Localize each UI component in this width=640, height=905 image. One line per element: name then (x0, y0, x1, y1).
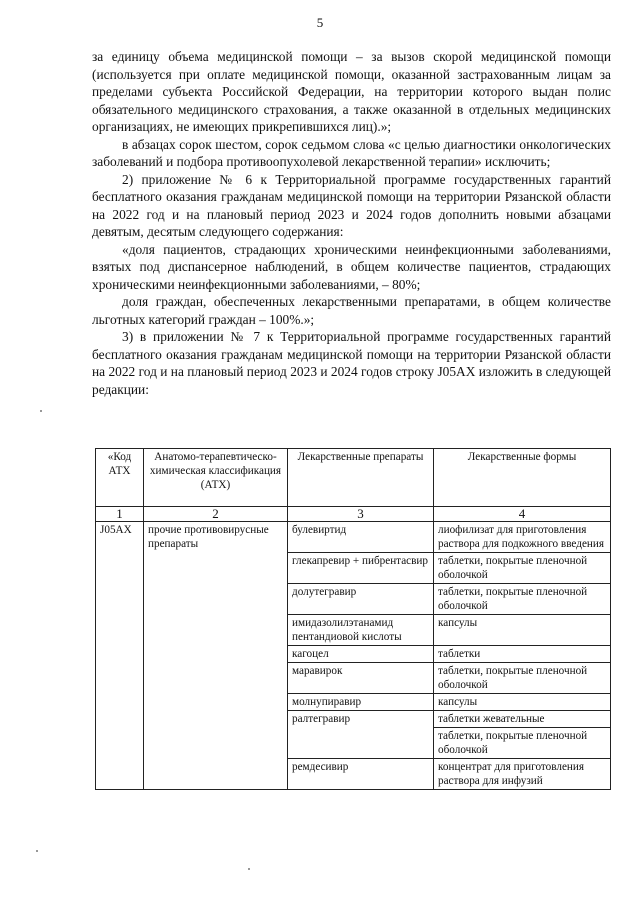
header-forms: Лекарственные формы (434, 449, 611, 507)
form-cell: лиофилизат для приготовления раствора для подкожного введения (434, 522, 611, 553)
column-number: 1 (96, 507, 144, 522)
header-code: «Код АТХ (96, 449, 144, 507)
header-classification: Анатомо-терапевтическо-химическая классификация (АТХ) (144, 449, 288, 507)
paragraph-3: 2) приложение № 6 к Территориальной программе государственных гарантий бесплатного оказания гражданам медицинской помощи на территории Рязанской области на 2022 год и на плановый период 2023 и 2024 годов дополнить новыми абзацами девятым, десятым следующего содержания: (92, 171, 611, 239)
paragraph-2: в абзацах сорок шестом, сорок седьмом слова «с целью диагностики онкологических заболеваний и подбора противоопухолевой лекарственной терапии» исключить; (92, 136, 611, 169)
scan-artifact (248, 868, 250, 870)
form-cell: таблетки, покрытые пленочной оболочкой (434, 728, 611, 759)
form-cell: капсулы (434, 694, 611, 711)
form-cell: таблетки (434, 646, 611, 663)
form-cell: таблетки, покрытые пленочной оболочкой (434, 553, 611, 584)
form-cell: таблетки жевательные (434, 711, 611, 728)
drug-cell: ремдесивир (288, 759, 434, 790)
table-header-row (96, 449, 611, 507)
atx-classification-cell: прочие противовирусные препараты (144, 522, 288, 790)
form-cell: таблетки, покрытые пленочной оболочкой (434, 584, 611, 615)
form-cell: таблетки, покрытые пленочной оболочкой (434, 663, 611, 694)
drug-cell: маравирок (288, 663, 434, 694)
scan-artifact (36, 850, 38, 852)
table-row (96, 522, 611, 553)
drug-cell: булевиртид (288, 522, 434, 553)
column-number: 4 (434, 507, 611, 522)
drug-cell: кагоцел (288, 646, 434, 663)
header-drugs: Лекарственные препараты (288, 449, 434, 507)
drug-cell: глекапревир + пибрентасвир (288, 553, 434, 584)
paragraph-4: «доля пациентов, страдающих хроническими неинфекционными заболеваниями, взятых под диспансерное наблюдений, в общем количестве пациентов, страдающих хроническими неинфекционными заболеваниями, – 80%; (92, 241, 611, 292)
atx-table (95, 448, 611, 790)
paragraph-5: доля граждан, обеспеченных лекарственными препаратами, в общем количестве льготных категорий граждан – 100%.»; (92, 294, 611, 327)
drug-cell: долутегравир (288, 584, 434, 615)
atx-code-cell: J05AX (96, 522, 144, 790)
paragraph-1: за единицу объема медицинской помощи – за вызов скорой медицинской помощи (используется при оплате медицинской помощи, оказанной застрахованным лицам за пределами субъекта Российской Федерации, на территории которого выдан полис обязательного медицинского страхования, а также оказанной в отдельных медицинских организациях, не имеющих прикрепившихся лиц).»; (92, 49, 611, 134)
form-cell: концентрат для приготовления раствора для инфузий (434, 759, 611, 790)
column-number: 2 (144, 507, 288, 522)
drug-cell: ралтегравир (288, 711, 434, 728)
column-numbers-row (96, 507, 611, 522)
form-cell: капсулы (434, 615, 611, 646)
drug-cell: имидазолилэтанамид пентандиовой кислоты (288, 615, 434, 646)
scan-artifact (40, 410, 42, 412)
column-number: 3 (288, 507, 434, 522)
drug-cell: молнупиравир (288, 694, 434, 711)
drug-cell (288, 728, 434, 759)
paragraph-6: 3) в приложении № 7 к Территориальной программе государственных гарантий бесплатного оказания гражданам медицинской помощи на территории Рязанской области на 2022 год и на плановый период 2023 и 2024 годов строку J05AX изложить в следующей редакции: (92, 329, 611, 397)
page-number: 5 (316, 15, 324, 30)
document-body (92, 48, 611, 398)
